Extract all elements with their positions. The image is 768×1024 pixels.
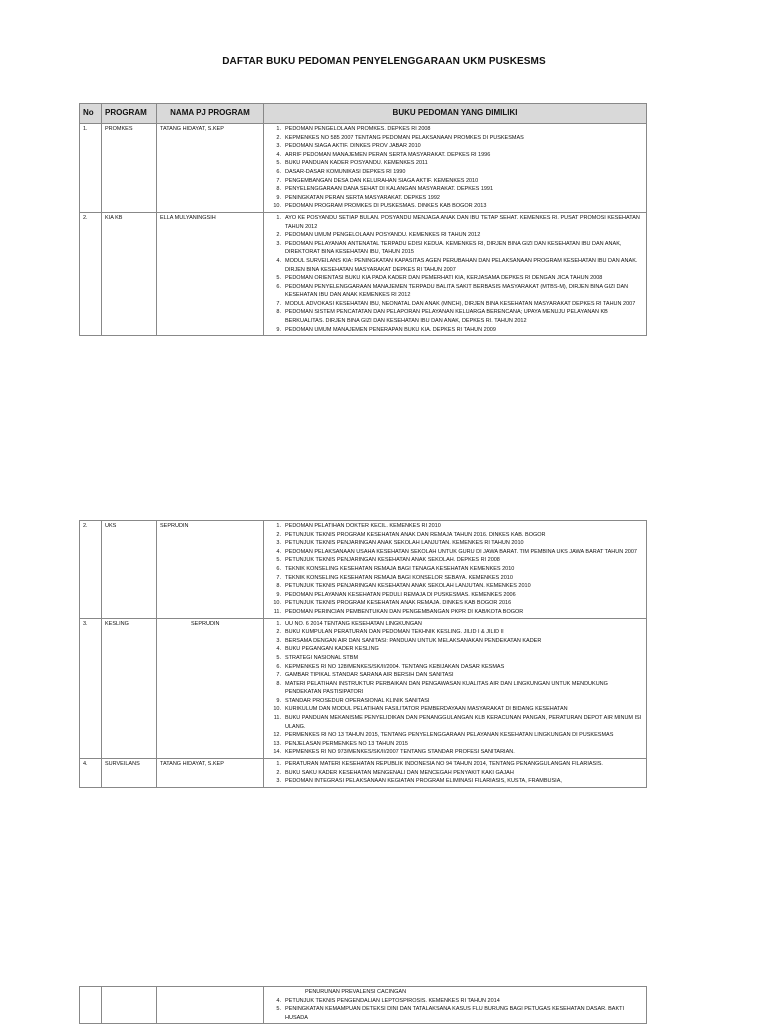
book-title: PENINGKATAN KEMAMPUAN DETEKSI DINI DAN TATALAKSANA KASUS FLU BURUNG BAGI PETUGAS KESEHATAN DASAR. BAKTI HUSADA (285, 1006, 625, 1021)
cell-no: 1. (80, 124, 102, 213)
header-pj: NAMA PJ PROGRAM (157, 104, 264, 124)
cell-books (264, 521, 647, 619)
book-item (267, 680, 643, 697)
cell-program: KIA KB (102, 212, 157, 335)
book-item (267, 125, 643, 134)
book-number: 9. (276, 326, 281, 333)
book-number: 8. (276, 680, 281, 687)
book-number: 5. (276, 275, 281, 282)
book-title: PEDOMAN SIAGA AKTIF. DINKES PROV JABAR 2010 (285, 143, 421, 150)
book-item (267, 168, 643, 177)
book-number: 1. (276, 523, 281, 529)
book-item (267, 582, 643, 591)
book-title: MATERI PELATIHAN INSTRUKTUR PERBAIKAN DAN PENGAWASAN KUALITAS AIR DAN LINGKUNGAN UNTUK MENDUKUNG PENDEKATAN PASTISIPATORI (285, 680, 608, 696)
cell-program (102, 987, 157, 1024)
book-number: 2. (276, 134, 281, 141)
book-item (267, 1005, 643, 1022)
book-list (267, 125, 643, 211)
table-row (80, 124, 647, 213)
book-number: 6. (276, 168, 281, 175)
book-title: PENYELENGGARAAN DANA SEHAT DI KALANGAN MASYARAKAT. DEPKES 1991 (285, 186, 494, 193)
book-number: 11. (273, 715, 281, 722)
cell-no: 3. (80, 618, 102, 759)
guidebook-table-page3 (79, 986, 647, 1024)
book-list (267, 620, 643, 758)
book-item (267, 599, 643, 608)
book-title: BERSAMA DENGAN AIR DAN SANITASI: PANDUAN UNTUK MELAKSANAKAN PENDEKATAN KADER (285, 637, 542, 644)
book-number: 6. (276, 565, 281, 572)
book-list (267, 522, 643, 617)
book-item (267, 714, 643, 731)
book-item (267, 748, 643, 757)
table-row (80, 212, 647, 335)
book-title: PEDOMAN PELAYANAN KESEHATAN PEDULI REMAJA DI PUSKESMAS. KEMENKES 2006 (285, 591, 516, 598)
cell-books (264, 212, 647, 335)
book-item (267, 202, 643, 211)
book-item (267, 134, 643, 143)
book-number: 8. (276, 583, 281, 590)
book-number: 3. (276, 240, 281, 247)
book-title: PEDOMAN PELATIHAN DOKTER KECIL. KEMENKES RI 2010 (285, 523, 441, 529)
continuation-text: PENURUNAN PREVALENSI CACINGAN (305, 989, 407, 995)
book-number: 13. (273, 740, 281, 747)
book-number: 8. (276, 309, 281, 316)
book-title: PETUNJUK TEKNIS PENJARINGAN ANAK SEKOLAH LANJUTAN. KEMENKES RI TAHUN 2010 (285, 540, 524, 547)
book-number: 10. (273, 203, 281, 210)
book-item (267, 620, 643, 629)
book-number: 4. (276, 646, 281, 653)
book-title: STRATEGI NASIONAL STBM (285, 654, 359, 661)
book-item (267, 548, 643, 557)
cell-no: 4. (80, 759, 102, 788)
book-number: 5. (276, 557, 281, 564)
table-row (80, 987, 647, 1024)
book-item (267, 556, 643, 565)
book-item (267, 177, 643, 186)
book-title: ARRIF PEDOMAN MANAJEMEN PERAN SERTA MASYARAKAT. DEPKES RI 1996 (285, 151, 491, 158)
page-title: DAFTAR BUKU PEDOMAN PENYELENGGARAAN UKM PUSKESMS (222, 56, 546, 67)
book-title: BUKU PEGANGAN KADER KESLING (285, 646, 379, 653)
book-item (267, 760, 643, 769)
book-title: PETUNJUK TEKNIS PENJARINGAN KESEHATAN ANAK SEKOLAH LANJUTAN. KEMENKES 2010 (285, 583, 531, 590)
book-item (267, 531, 643, 540)
book-title: PEDOMAN UMUM PENGELOLAAN POSYANDU. KEMENKES RI TAHUN 2012 (285, 232, 481, 239)
table-row (80, 759, 647, 788)
book-title: PEDOMAN ORIENTASI BUKU KIA PADA KADER DAN PEMERHATI KIA, KERJASAMA DEPKES RI DENGAN JICA TAHUN 2008 (285, 275, 603, 282)
book-number: 8. (276, 186, 281, 193)
cell-pj: ELLA MULYANINGSIH (157, 212, 264, 335)
book-title: PENINGKATAN PERAN SERTA MASYARAKAT. DEPKES 1992 (285, 194, 440, 201)
cell-pj: SEPRUDIN (157, 618, 264, 759)
cell-pj: TATANG HIDAYAT, S.KEP (157, 124, 264, 213)
cell-no: 2. (80, 521, 102, 619)
book-item (267, 565, 643, 574)
book-title: TEKNIK KONSELING KESEHATAN REMAJA BAGI KONSELOR SEBAYA. KEMENKES 2010 (285, 574, 513, 581)
header-no: No (80, 104, 102, 124)
header-books: BUKU PEDOMAN YANG DIMILIKI (264, 104, 647, 124)
book-title: DASAR-DASAR KOMUNIKASI DEPKES RI 1990 (285, 168, 406, 175)
book-number: 7. (276, 300, 281, 307)
book-title: KEPMENKES RI NO 128/MENKES/SK/II/2004. TENTANG KEBIJAKAN DASAR KESMAS (285, 663, 505, 670)
cell-program: PROMKES (102, 124, 157, 213)
cell-pj (157, 987, 264, 1024)
book-title: BUKU PANDUAN KADER POSYANDU. KEMENKES 2011 (285, 160, 428, 167)
book-number: 2. (276, 629, 281, 636)
book-title: PEDOMAN INTEGRASI PELAKSANAAN KEGIATAN PROGRAM ELIMINASI FILARIASIS, KUSTA, FRAMBUSIA, (285, 778, 562, 785)
book-number: 4. (276, 548, 281, 555)
book-title: PENGEMBANGAN DESA DAN KELURAHAN SIAGA AKTIF. KEMENKES 2010 (285, 177, 479, 184)
book-title: AYO KE POSYANDU SETIAP BULAN. POSYANDU MENJAGA ANAK DAN IBU TETAP SEHAT. KEMENKES RI. PUSAT PROMOSI KESEHATAN TAHUN 2012 (285, 214, 640, 230)
book-item (267, 159, 643, 168)
book-title: PEDOMAN PELAYANAN ANTENATAL TERPADU EDISI KEDUA. KEMENKES RI, DIRJEN BINA GIZI DAN KESEHATAN IBU DAN ANAK, DIREKTORAT BINA KESEHATAN IBU, TAHUN 2015 (285, 240, 622, 256)
book-title: MODUL SURVEILANS KIA: PENINGKATAN KAPASITAS AGEN PERUBAHAN DAN PELAKSANAAN PROGRAM KESEHATAN IBU DAN ANAK. DIRJEN BINA KESEHATAN MASYARAKAT DEPKES RI TAHUN 2007 (285, 257, 638, 273)
book-title: PEDOMAN PENYELENGGARAAN MANAJEMEN TERPADU BALITA SAKIT BERBASIS MASYARAKAT (MTBS-M), DIRJEN BINA GIZI DAN KESEHATAN IBU DAN ANAK KEMENKES RI 2012 (285, 283, 629, 299)
book-number: 6. (276, 283, 281, 290)
cell-program: UKS (102, 521, 157, 619)
book-number: 7. (276, 574, 281, 581)
book-title: KEPMENKES NO 585 2007 TENTANG PEDOMAN PELAKSANAAN PROMKES DI PUSKESMAS (285, 134, 524, 141)
book-number: 7. (276, 672, 281, 679)
book-title: PEDOMAN PELAKSANAAN USAHA KESEHATAN SEKOLAH UNTUK GURU DI JAWA BARAT. TIM PEMBINA UKS JAWA BARAT TAHUN 2007 (285, 548, 637, 555)
book-title: BUKU SAKU KADER KESEHATAN MENGENALI DAN MENCEGAH PENYAKIT KAKI GAJAH (285, 769, 514, 776)
book-number: 3. (276, 143, 281, 150)
book-number: 2. (276, 232, 281, 239)
book-number: 3. (276, 637, 281, 644)
book-number: 9. (276, 194, 281, 201)
book-item (267, 214, 643, 231)
book-item (267, 283, 643, 300)
book-title: PETUNJUK TEKNIS PENJARINGAN KESEHATAN ANAK SEKOLAH. DEPKES RI 2008 (285, 557, 500, 564)
book-number: 4. (276, 151, 281, 158)
book-title: PERATURAN MATERI KESEHATAN REPUBLIK INDONESIA NO 94 TAHUN 2014, TENTANG PENANGGULANGAN FILARIASIS. (285, 761, 603, 768)
cell-books (264, 124, 647, 213)
book-title: PEDOMAN PERINCIAN PEMBENTUKAN DAN PENGEMBANGAN PKPR DI KAB/KOTA BOGOR (285, 608, 524, 615)
book-number: 1. (276, 214, 281, 221)
cell-pj: TATANG HIDAYAT, S.KEP (157, 759, 264, 788)
book-title: PETUNJUK TEKNIS PROGRAM KESEHATAN ANAK REMAJA. DINKES KAB BOGOR 2016 (285, 600, 512, 607)
book-item (267, 654, 643, 663)
book-number: 2. (276, 531, 281, 538)
book-item (267, 522, 643, 531)
book-title: PENJELASAN PERMENKES NO 13 TAHUN 2015 (285, 740, 408, 747)
book-number: 4. (276, 257, 281, 264)
book-title: PETUNJUK TEKNIS PROGRAM KESEHATAN ANAK DAN REMAJA TAHUN 2016. DINKES KAB. BOGOR (285, 531, 546, 538)
book-item (267, 697, 643, 706)
book-item (267, 240, 643, 257)
book-item (267, 185, 643, 194)
table-row (80, 521, 647, 619)
book-title: PEDOMAN SISTEM PENCATATAN DAN PELAPORAN PELAYANAN KELUARGA BERENCANA; UPAYA MENUJU PELAYANAN KB BERKUALITAS. DIRJEN BINA GIZI DAN KESEHATAN IBU DAN ANAK, DEPKES RI. TAHUN 2012 (285, 309, 608, 325)
book-title: PERMENKES RI NO 13 TAHUN 2015, TENTANG PENYELENGGARAAN PELAYANAN KESEHATAN LINGKUNGAN DI PUSKESMAS (285, 732, 614, 739)
book-item (267, 740, 643, 749)
book-number: 2. (276, 769, 281, 776)
cell-program: SURVEILANS (102, 759, 157, 788)
book-item (267, 591, 643, 600)
book-item (267, 731, 643, 740)
book-item (267, 151, 643, 160)
book-number: 1. (276, 126, 281, 132)
book-title: BUKU PANDUAN MEKANISME PENYELIDIKAN DAN PENANGGULANGAN KLB KERACUNAN PANGAN, PERATURAN DEPOT AIR MINUM ISI ULANG. (285, 715, 642, 730)
book-number: 5. (276, 654, 281, 661)
book-list (267, 760, 643, 786)
book-number: 1. (276, 761, 281, 768)
book-number: 12. (273, 732, 281, 739)
book-item (267, 628, 643, 637)
book-title: MODUL ADVOKASI KESEHATAN IBU, NEONATAL DAN ANAK (MNCH), DIRJEN BINA KESEHATAN MASYARAKAT DEPKES RI TAHUN 2007 (285, 300, 636, 307)
book-number: 3. (276, 540, 281, 547)
book-item (267, 637, 643, 646)
book-item (267, 300, 643, 309)
book-title: PETUNJUK TEKNIS PENGENDALIAN LEPTOSPIROSIS. KEMENKES RI TAHUN 2014 (285, 997, 500, 1004)
book-item (267, 142, 643, 151)
book-item (267, 308, 643, 325)
book-item (267, 274, 643, 283)
book-item (267, 574, 643, 583)
book-number: 10. (273, 706, 281, 713)
book-title: STANDAR PROSEDUR OPERASIONAL KLINIK SANITASI (285, 697, 430, 704)
cell-no: 2. (80, 212, 102, 335)
book-title: KURIKULUM DAN MODUL PELATIHAN FASILITATOR PEMBERDAYAAN MASYARAKAT DI BIDANG KESEHATAN (285, 706, 568, 713)
book-item (267, 671, 643, 680)
book-item (267, 705, 643, 714)
book-item (267, 608, 643, 617)
book-number: 9. (276, 697, 281, 704)
cell-books (264, 759, 647, 788)
book-title: TEKNIK KONSELING KESEHATAN REMAJA BAGI TENAGA KESEHATAN KEMENKES 2010 (285, 565, 515, 572)
book-number: 14. (273, 749, 281, 756)
book-item (267, 645, 643, 654)
guidebook-table-page2 (79, 520, 647, 788)
book-number: 5. (276, 1006, 281, 1013)
cell-books (264, 618, 647, 759)
cell-no (80, 987, 102, 1024)
book-title: GAMBAR TIPIKAL STANDAR SARANA AIR BERSIH DAN SANITASI (285, 672, 454, 679)
book-title: UU NO. 6 2014 TENTANG KESEHATAN LINGKUNGAN (285, 620, 422, 627)
book-list (267, 997, 643, 1023)
table-row (80, 618, 647, 759)
cell-pj: SEPRUDIN (157, 521, 264, 619)
header-program: PROGRAM (102, 104, 157, 124)
cell-books (264, 987, 647, 1024)
book-item (267, 777, 643, 786)
book-title: PEDOMAN UMUM MANAJEMEN PENERAPAN BUKU KIA. DEPKES RI TAHUN 2009 (285, 326, 496, 333)
cell-program: KESLING (102, 618, 157, 759)
book-number: 11. (273, 608, 281, 615)
book-item (267, 326, 643, 335)
guidebook-table-page1 (79, 103, 647, 336)
book-item (267, 539, 643, 548)
book-number: 7. (276, 177, 281, 184)
book-title: PEDOMAN PENGELOLAAN PROMKES. DEPKES RI 2008 (285, 126, 431, 132)
book-item (267, 997, 643, 1006)
book-title: PEDOMAN PROGRAM PROMKES DI PUSKESMAS. DINKES KAB BOGOR 2013 (285, 203, 487, 210)
book-item (267, 769, 643, 778)
book-number: 4. (276, 997, 281, 1004)
book-number: 9. (276, 591, 281, 598)
book-number: 1. (276, 620, 281, 627)
book-title: BUKU KUMPULAN PERATURAN DAN PEDOMAN TEKHNIK KESLING. JILID I & JILID II (285, 629, 504, 636)
book-item (267, 194, 643, 203)
book-number: 6. (276, 663, 281, 670)
book-title: KEPMENKES RI NO 973/MENKES/SK/II/2007 TENTANG STANDAR PROFESI SANITARIAN. (285, 749, 515, 756)
book-item (267, 257, 643, 274)
book-list (267, 214, 643, 334)
book-number: 5. (276, 160, 281, 167)
book-item (267, 231, 643, 240)
book-item (267, 663, 643, 672)
book-number: 10. (273, 600, 281, 607)
book-number: 3. (276, 778, 281, 785)
